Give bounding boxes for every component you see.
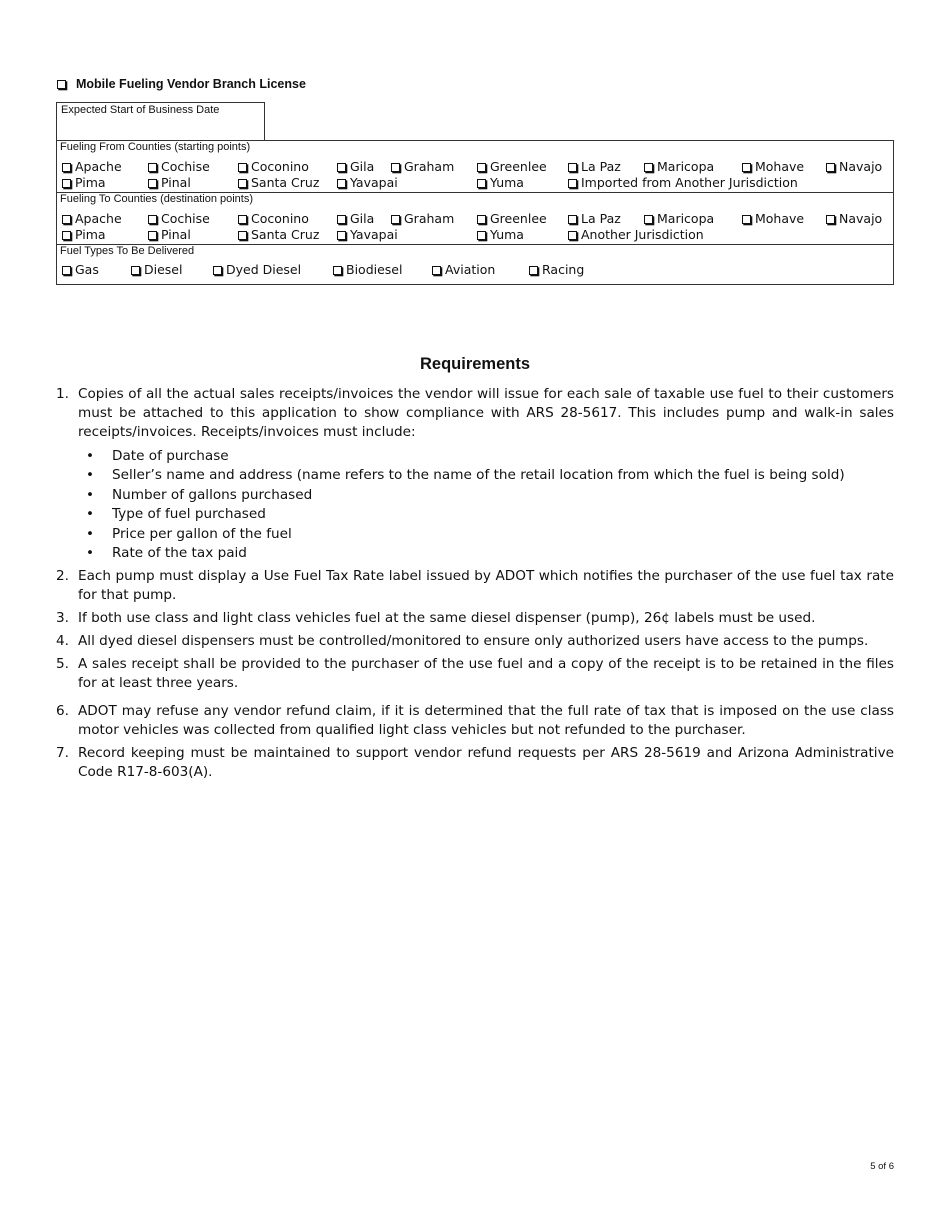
checkbox-from-graham[interactable]: Graham [391,159,454,175]
requirement-item [56,655,894,693]
bullet-item: • Rate of the tax paid [86,545,247,562]
checkbox-to-navajo[interactable]: Navajo [826,211,882,227]
bullet-item: • Type of fuel purchased [86,506,266,523]
license-checkbox-row[interactable] [57,77,306,91]
requirement-number: 4. [56,633,69,650]
checkbox-from-la-paz[interactable]: La Paz [568,159,621,175]
checkbox-to-coconino[interactable]: Coconino [238,211,309,227]
requirement-text: Record keeping must be maintained to support vendor refund requests per ARS 28-5619 and Arizona Administrative Code R17-8-603(A). [78,745,894,781]
requirement-number: 2. [56,568,69,585]
checkbox-fuel-diesel[interactable]: Diesel [131,262,182,278]
fuel-types-label: Fuel Types To Be Delivered [60,245,195,257]
requirement-number: 5. [56,656,69,673]
checkbox-from-santa-cruz[interactable]: Santa Cruz [238,175,319,191]
requirement-text: ADOT may refuse any vendor refund claim, if it is determined that the full rate of tax that is imposed on the use class motor vehicles was collected from qualified light class vehicles but not refunded to the purchaser. [78,703,894,739]
bullet-item: • Seller’s name and address (name refers to the name of the retail location from which the fuel is being sold) [86,467,845,484]
requirement-text: Copies of all the actual sales receipts/invoices the vendor will issue for each sale of taxable use fuel to their customers must be attached to this application to show compliance with ARS 28-5617. This includes pump and walk-in sales receipts/invoices. Receipts/invoices must include: [78,386,894,440]
checkbox-from-coconino[interactable]: Coconino [238,159,309,175]
checkbox-from-yavapai[interactable]: Yavapai [337,175,398,191]
checkbox-to-greenlee[interactable]: Greenlee [477,211,547,227]
start-date-label: Expected Start of Business Date [61,104,220,116]
checkbox-to-mohave[interactable]: Mohave [742,211,804,227]
checkbox-from-cochise[interactable]: Cochise [148,159,210,175]
checkbox-from-yuma[interactable]: Yuma [477,175,524,191]
checkbox-fuel-dyed-diesel[interactable]: Dyed Diesel [213,262,301,278]
requirement-text: If both use class and light class vehicles fuel at the same diesel dispenser (pump), 26¢ labels must be used. [78,610,816,627]
from-counties-block [57,154,893,193]
checkbox-from-mohave[interactable]: Mohave [742,159,804,175]
requirement-item [56,609,894,628]
requirements-title: Requirements [419,355,531,373]
requirement-text: Each pump must display a Use Fuel Tax Rate label issued by ADOT which notifies the purchaser of the use fuel tax rate for that pump. [78,568,894,604]
checkbox-from-pinal[interactable]: Pinal [148,175,191,191]
checkbox-to-pima[interactable]: Pima [62,227,106,243]
checkbox-fuel-aviation[interactable]: Aviation [432,262,495,278]
checkbox-to-apache[interactable]: Apache [62,211,122,227]
checkbox-to-yavapai[interactable]: Yavapai [337,227,398,243]
checkbox-from-navajo[interactable]: Navajo [826,159,882,175]
bullet-item: • Price per gallon of the fuel [86,525,292,542]
requirements-list [56,385,894,786]
checkbox-from-pima[interactable]: Pima [62,175,106,191]
checkbox-from-gila[interactable]: Gila [337,159,374,175]
checkbox-to-graham[interactable]: Graham [391,211,454,227]
checkbox-to-la-paz[interactable]: La Paz [568,211,621,227]
to-counties-block [57,206,893,245]
checkbox-from-greenlee[interactable]: Greenlee [477,159,547,175]
requirement-number: 1. [56,386,69,402]
from-counties-label: Fueling From Counties (starting points) [60,141,251,153]
requirement-item [56,702,894,740]
to-counties-label: Fueling To Counties (destination points) [60,193,254,205]
receipt-requirements-bullets [78,447,894,563]
start-date-field[interactable] [56,102,265,140]
requirement-item [56,744,894,782]
checkbox-from-apache[interactable]: Apache [62,159,122,175]
checkbox-from-imported[interactable]: Imported from Another Jurisdiction [568,175,798,191]
counties-table [56,140,894,285]
checkbox-to-yuma[interactable]: Yuma [477,227,524,243]
checkbox-to-maricopa[interactable]: Maricopa [644,211,714,227]
license-heading: Mobile Fueling Vendor Branch License [76,77,306,91]
requirement-number: 7. [56,745,69,762]
requirement-text: All dyed diesel dispensers must be controlled/monitored to ensure only authorized users have access to the pumps. [78,633,869,650]
checkbox-to-pinal[interactable]: Pinal [148,227,191,243]
checkbox-from-maricopa[interactable]: Maricopa [644,159,714,175]
checkbox-to-santa-cruz[interactable]: Santa Cruz [238,227,319,243]
page-number: 5 of 6 [870,1161,894,1172]
bullet-item: • Number of gallons purchased [86,486,313,503]
fuel-types-block [57,258,893,284]
requirement-number: 3. [56,610,69,627]
requirement-item [56,567,894,605]
checkbox-fuel-racing[interactable]: Racing [529,262,584,278]
checkbox-to-another[interactable]: Another Jurisdiction [568,227,704,243]
checkbox-to-cochise[interactable]: Cochise [148,211,210,227]
requirement-number: 6. [56,703,69,720]
bullet-item: • Date of purchase [86,448,229,464]
checkbox-fuel-gas[interactable]: Gas [62,262,99,278]
checkbox-to-gila[interactable]: Gila [337,211,374,227]
checkbox-fuel-biodiesel[interactable]: Biodiesel [333,262,402,278]
requirement-text: A sales receipt shall be provided to the purchaser of the use fuel and a copy of the receipt is to be retained in the files for at least three years. [78,656,894,692]
checkbox[interactable] [57,80,66,89]
requirement-item [56,632,894,651]
requirement-item [56,385,894,563]
